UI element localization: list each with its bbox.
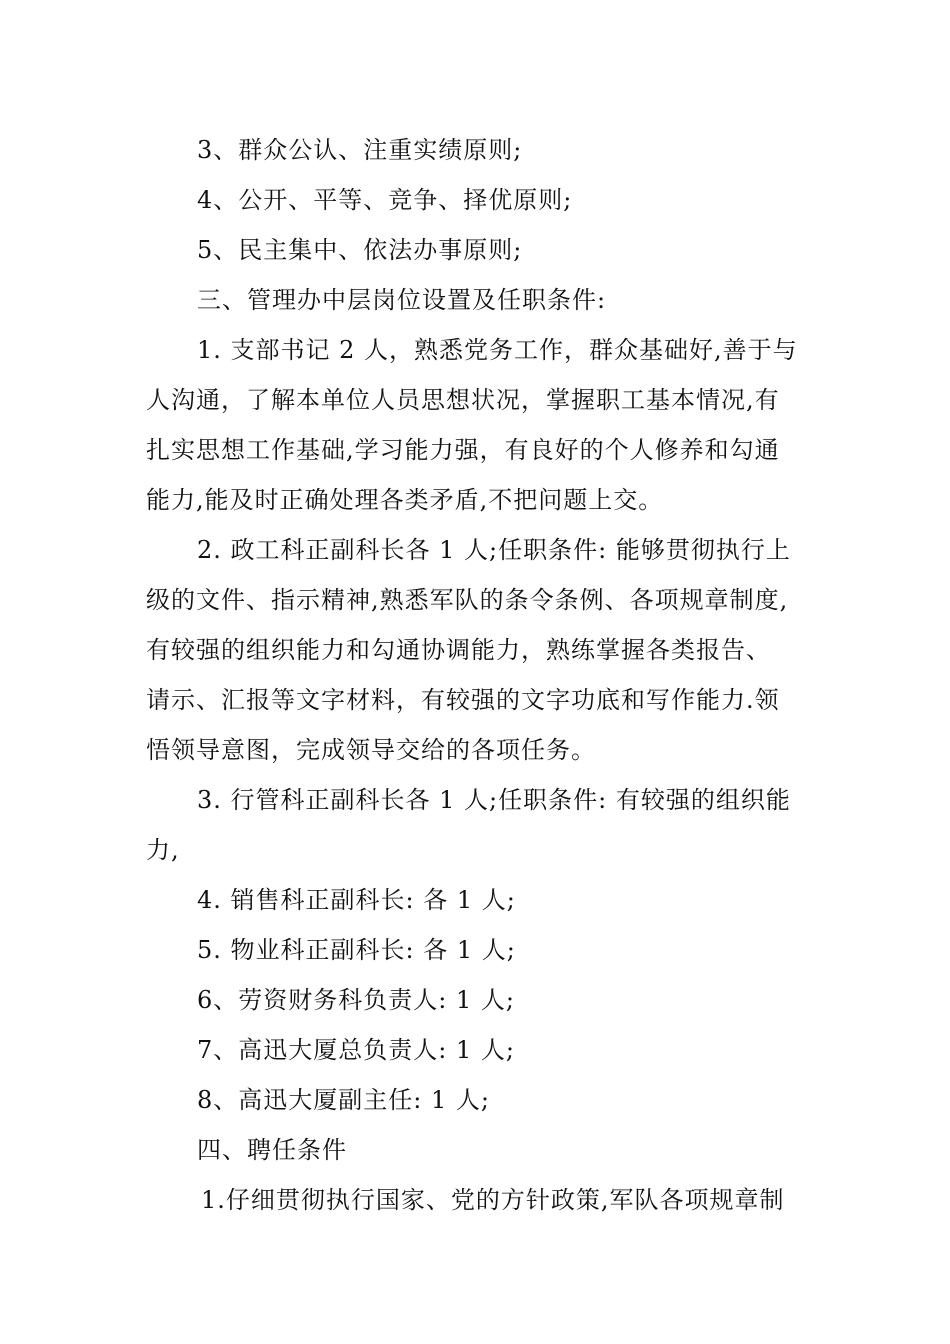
paragraph-line: 人沟通，了解本单位人员思想状况，掌握职工基本情况,有 [146,386,780,414]
paragraph-line: 请示、汇报等文字材料，有较强的文字功底和写作能力.领 [146,686,780,714]
position-item-4: 4. 销售科正副科长: 各 1 人; [197,886,516,914]
principle-3: 3、群众公认、注重实绩原则; [197,136,523,164]
principle-5: 5、民主集中、依法办事原则; [197,236,523,264]
paragraph-line: 级的文件、指示精神,熟悉军队的条令条例、各项规章制度, [146,586,789,614]
section-heading-3: 三、管理办中层岗位设置及任职条件: [197,286,607,314]
section-heading-4: 四、聘任条件 [197,1136,347,1164]
position-item-8: 8、高迅大厦副主任: 1 人; [197,1086,490,1114]
position-item-6: 6、劳资财务科负责人: 1 人; [197,986,515,1014]
document-body [146,125,806,1225]
paragraph-line: 3. 行管科正副科长各 1 人;任职条件: 有较强的组织能 [197,786,791,814]
paragraph-line: 2. 政工科正副科长各 1 人;任职条件: 能够贯彻执行上 [197,536,791,564]
paragraph-line: 能力,能及时正确处理各类矛盾,不把问题上交。 [146,486,664,514]
paragraph-line: 悟领导意图，完成领导交给的各项任务。 [146,736,596,764]
principle-4: 4、公开、平等、竞争、择优原则; [197,186,573,214]
paragraph-line: 1. 支部书记 2 人，熟悉党务工作，群众基础好,善于与 [197,336,798,364]
position-item-7: 7、高迅大厦总负责人: 1 人; [197,1036,515,1064]
paragraph-line: 有较强的组织能力和勾通协调能力，熟练掌握各类报告、 [146,636,771,664]
paragraph-line: 力, [146,836,180,864]
position-item-5: 5. 物业科正副科长: 各 1 人; [197,936,516,964]
paragraph-line: 扎实思想工作基础,学习能力强，有良好的个人修养和勾通 [146,436,780,464]
paragraph-line: 1.仔细贯彻执行国家、党的方针政策,军队各项规章制 [201,1186,785,1214]
